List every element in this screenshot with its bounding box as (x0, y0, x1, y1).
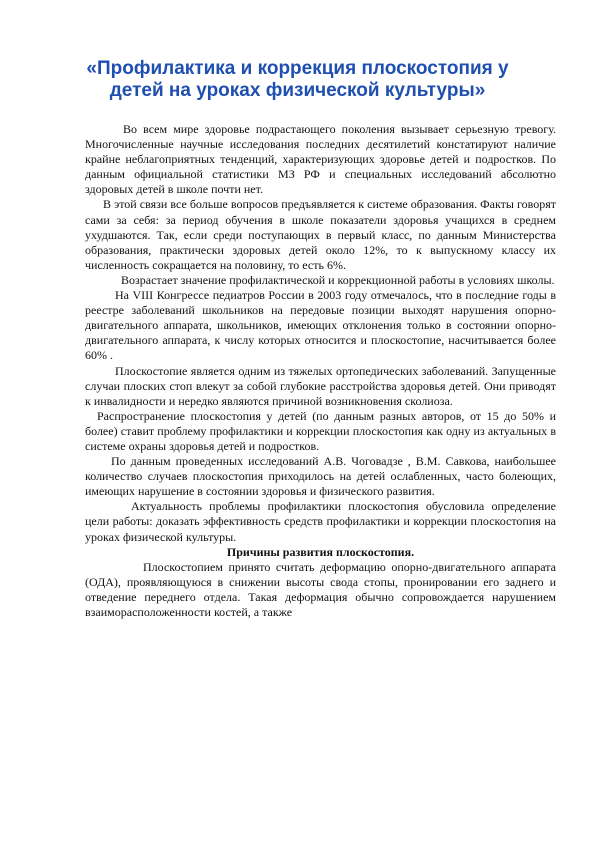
paragraph: Во всем мире здоровье подрастающего поколения вызывает серьезную тревогу. Многочисленные научные исследования последних десятилетий констатируют наличие крайне неблагоприятных тенденций, характеризующих здоровье детей и подростков. По данным официальной статистики МЗ РФ и специальных исследований абсолютно здоровых детей в школе почти нет. (85, 122, 556, 197)
paragraph: На VIII Конгрессе педиатров России в 2003 году отмечалось, что в последние годы в реестре заболеваний школьников на передовые позиции выходят нарушения опорно-двигательного аппарата, школьников, имеющих отклонения только в состоянии опорно-двигательного аппарата, к числу которых относится и плоскостопие, насчитывается более 60% . (85, 288, 556, 363)
paragraph: Актуальность проблемы профилактики плоскостопия обусловила определение цели работы: доказать эффективность средств профилактики и коррекции плоскостопия на уроках физической культуры. (85, 499, 556, 544)
paragraph: По данным проведенных исследований А.В. Чоговадзе , В.М. Савкова, наибольшее количество случаев плоскостопия приходилось на детей ослабленных, часто болеющих, имеющих нарушение в состоянии здоровья и физического развития. (85, 454, 556, 499)
document-title: «Профилактика и коррекция плоскостопия у детей на уроках физической культуры» (86, 58, 509, 101)
section-heading: Причины развития плоскостопия. (226, 544, 415, 559)
paragraph: Возрастает значение профилактической и коррекционной работы в условиях школы. (121, 272, 555, 287)
paragraph: Распространение плоскостопия у детей (по данным разных авторов, от 15 до 50% и более) ставит проблему профилактики и коррекции плоскостопия как одну из актуальных в системе охраны здоровья детей и подростков. (85, 408, 556, 453)
paragraph: Плоскостопие является одним из тяжелых ортопедических заболеваний. Запущенные случаи плоских стоп влекут за собой глубокие расстройства здоровья детей. Они приводят к инвалидности и нередко являются причиной возникновения сколиоза. (85, 363, 556, 408)
document-body (85, 122, 556, 620)
paragraph: Плоскостопием принято считать деформацию опорно-двигательного аппарата (ОДА), проявляющуюся в снижении высоты свода стопы, пронировании его заднего и отведение переднего отдела. Такая деформация обычно сопровождается нарушением взаиморасположенности костей, а также (85, 559, 556, 619)
paragraph: В этой связи все больше вопросов предъявляется к системе образования. Факты говорят сами за себя: за период обучения в школе показатели здоровья учащихся в среднем ухудшаются. Так, если среди поступающих в первый класс, по данным Министерства образования, практически здоровых детей около 12%, то к выпускному классу их численность сокращается на половину, то есть 6%. (85, 197, 556, 272)
